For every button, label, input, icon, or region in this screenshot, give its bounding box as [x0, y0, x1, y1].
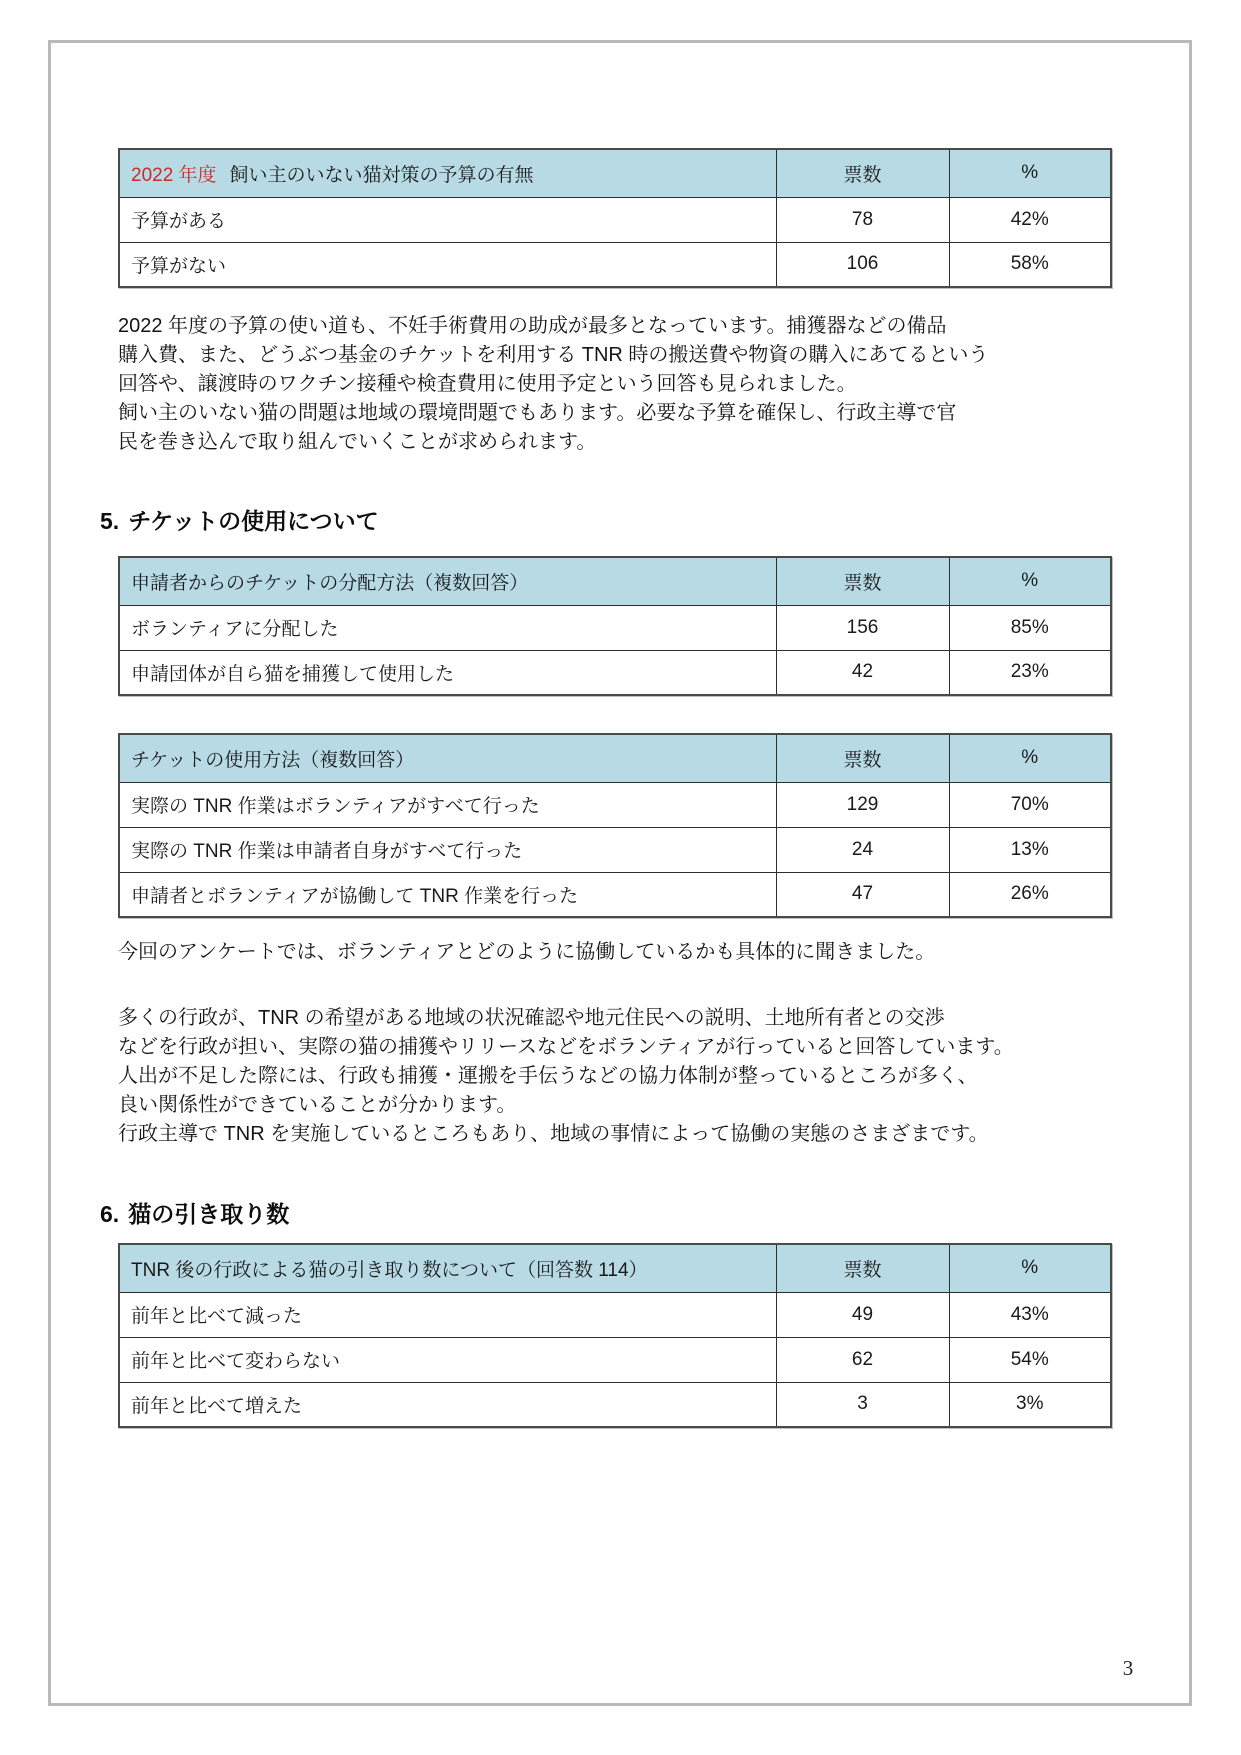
votes-column-header: 票数 [776, 734, 949, 782]
row-label: ボランティアに分配した [119, 605, 776, 650]
budget-usage-paragraph [118, 312, 1128, 457]
table-row [119, 605, 1111, 650]
row-label: 実際の TNR 作業はボランティアがすべて行った [119, 782, 776, 827]
table-title: 申請者からのチケットの分配方法（複数回答） [119, 557, 776, 605]
row-label: 予算がない [119, 242, 776, 287]
row-label: 前年と比べて変わらない [119, 1337, 776, 1382]
section-title: 猫の引き取り数 [128, 1201, 290, 1227]
section-number: 5. [100, 508, 120, 534]
row-percent: 13% [949, 827, 1111, 872]
survey-note-paragraph [118, 938, 1128, 967]
table-row [119, 1292, 1111, 1337]
paragraph-line: 行政主導で TNR を実施しているところもあり、地域の事情によって協働の実態のさまざまです。 [118, 1123, 989, 1145]
usage-table [118, 733, 1112, 918]
percent-column-header: % [949, 1244, 1111, 1292]
table-row [119, 1382, 1111, 1427]
row-votes: 156 [776, 605, 949, 650]
table-row [119, 1337, 1111, 1382]
paragraph-line: 飼い主のいない猫の問題は地域の環境問題でもあります。必要な予算を確保し、行政主導で官 [118, 402, 957, 424]
table-row [119, 872, 1111, 917]
paragraph-line: 多くの行政が、TNR の希望がある地域の状況確認や地元住民への説明、土地所有者との交渉 [118, 1007, 945, 1029]
table-row [119, 197, 1111, 242]
votes-column-header: 票数 [776, 1244, 949, 1292]
table-header-row [119, 1244, 1111, 1292]
section-title: チケットの使用について [128, 508, 379, 534]
row-votes: 78 [776, 197, 949, 242]
row-label: 申請団体が自ら猫を捕獲して使用した [119, 650, 776, 695]
row-votes: 3 [776, 1382, 949, 1427]
table-title: 飼い主のいない猫対策の予算の有無 [229, 164, 534, 186]
row-percent: 42% [949, 197, 1111, 242]
row-percent: 43% [949, 1292, 1111, 1337]
votes-column-header: 票数 [776, 557, 949, 605]
row-percent: 58% [949, 242, 1111, 287]
section-heading-tickets [100, 503, 379, 536]
table-title: チケットの使用方法（複数回答） [119, 734, 776, 782]
paragraph-line: などを行政が担い、実際の猫の捕獲やリリースなどをボランティアが行っていると回答しています。 [118, 1036, 1014, 1058]
row-percent: 85% [949, 605, 1111, 650]
row-votes: 106 [776, 242, 949, 287]
row-votes: 47 [776, 872, 949, 917]
section-number: 6. [100, 1201, 120, 1227]
table-title: TNR 後の行政による猫の引き取り数について（回答数 114） [119, 1244, 776, 1292]
table-title-year: 2022 年度 [131, 164, 217, 186]
page-number: 3 [1122, 1656, 1134, 1680]
percent-column-header: % [949, 557, 1111, 605]
table-row [119, 827, 1111, 872]
distribution-table [118, 556, 1112, 696]
row-percent: 23% [949, 650, 1111, 695]
row-label: 予算がある [119, 197, 776, 242]
table-row [119, 782, 1111, 827]
row-percent: 54% [949, 1337, 1111, 1382]
row-label: 前年と比べて増えた [119, 1382, 776, 1427]
collaboration-paragraph [118, 1004, 1128, 1149]
budget-table [118, 148, 1112, 288]
intake-table [118, 1243, 1112, 1428]
table-row [119, 242, 1111, 287]
percent-column-header: % [949, 734, 1111, 782]
paragraph-line: 民を巻き込んで取り組んでいくことが求められます。 [118, 431, 597, 453]
row-votes: 129 [776, 782, 949, 827]
table-header-row [119, 557, 1111, 605]
row-votes: 24 [776, 827, 949, 872]
row-label: 前年と比べて減った [119, 1292, 776, 1337]
paragraph-line: 今回のアンケートでは、ボランティアとどのように協働しているかも具体的に聞きました。 [118, 941, 936, 963]
row-percent: 26% [949, 872, 1111, 917]
table-header-row [119, 149, 1111, 197]
paragraph-line: 良い関係性ができていることが分かります。 [118, 1094, 517, 1116]
table-title-cell [119, 149, 776, 197]
row-label: 申請者とボランティアが協働して TNR 作業を行った [119, 872, 776, 917]
table-header-row [119, 734, 1111, 782]
votes-column-header: 票数 [776, 149, 949, 197]
row-percent: 3% [949, 1382, 1111, 1427]
row-votes: 42 [776, 650, 949, 695]
paragraph-line: 人出が不足した際には、行政も捕獲・運搬を手伝うなどの協力体制が整っているところが多く、 [118, 1065, 978, 1087]
percent-column-header: % [949, 149, 1111, 197]
paragraph-line: 2022 年度の予算の使い道も、不妊手術費用の助成が最多となっています。捕獲器などの備品 [118, 315, 947, 337]
table-row [119, 650, 1111, 695]
section-heading-intake [100, 1196, 289, 1229]
row-votes: 49 [776, 1292, 949, 1337]
paragraph-line: 購入費、また、どうぶつ基金のチケットを利用する TNR 時の搬送費や物資の購入にあてるという [118, 344, 989, 366]
paragraph-line: 回答や、譲渡時のワクチン接種や検査費用に使用予定という回答も見られました。 [118, 373, 857, 395]
row-votes: 62 [776, 1337, 949, 1382]
row-label: 実際の TNR 作業は申請者自身がすべて行った [119, 827, 776, 872]
row-percent: 70% [949, 782, 1111, 827]
